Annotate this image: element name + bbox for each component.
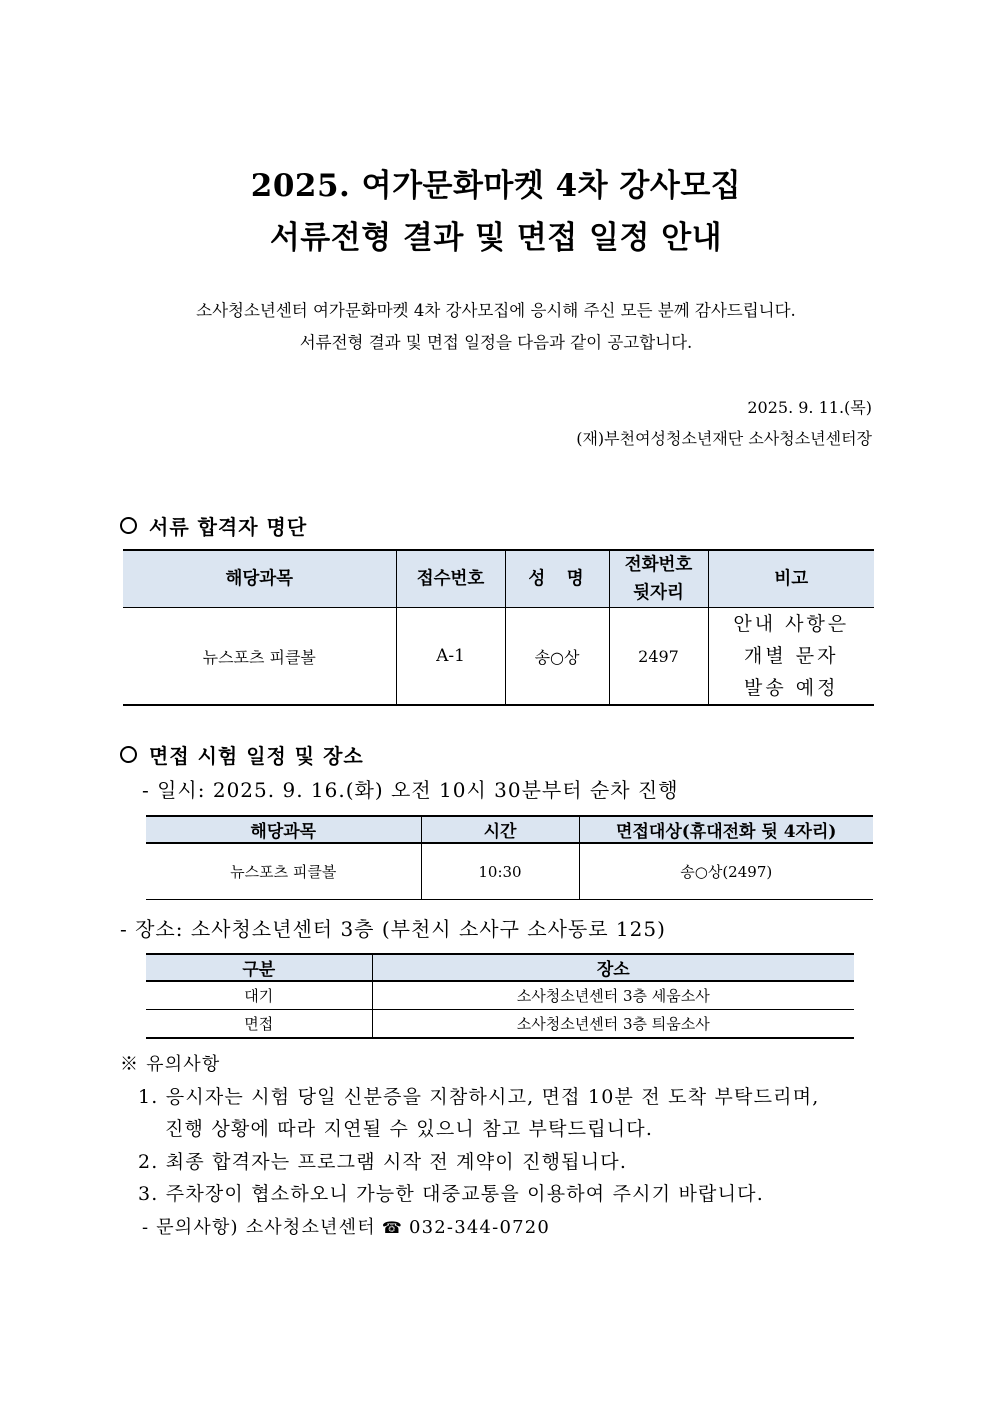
cell-subject: 뉴스포츠 피클볼	[146, 843, 421, 900]
table-row	[146, 981, 854, 1010]
cell-category: 면접	[146, 1010, 372, 1039]
contact-prefix: - 문의사항) 소사청소년센터	[142, 1217, 376, 1238]
cell-name: 송○상	[505, 608, 609, 706]
note-line-3: 발송 예정	[744, 677, 839, 699]
contact-line	[142, 1213, 550, 1239]
contact-phone: 032-344-0720	[408, 1217, 551, 1238]
col-time: 시간	[421, 816, 579, 843]
cell-category: 대기	[146, 981, 372, 1010]
section-document-passers-title: 서류 합격자 명단	[149, 515, 308, 539]
cell-interviewee: 송○상(2497)	[579, 843, 873, 900]
passers-table-header	[123, 550, 874, 608]
cell-note	[708, 608, 874, 706]
section-interview-heading	[120, 740, 364, 769]
page-subtitle: 서류전형 결과 및 면접 일정 안내	[269, 220, 723, 256]
cell-number: A-1	[396, 608, 505, 706]
section-interview-title: 면접 시험 일정 및 장소	[149, 744, 364, 768]
col-number: 접수번호	[396, 550, 505, 608]
notes-item-2: 2. 최종 합격자는 프로그램 시작 전 계약이 진행됩니다.	[138, 1151, 628, 1173]
col-place: 장소	[372, 954, 854, 981]
cell-place: 소사청소년센터 3층 틔움소사	[372, 1010, 854, 1039]
col-interviewee: 면접대상(휴대전화 뒷 4자리)	[579, 816, 873, 843]
interview-schedule-table	[146, 815, 873, 900]
issuing-organization: (재)부천여성청소년재단 소사청소년센터장	[576, 429, 872, 448]
note-line-1: 안내 사항은	[733, 613, 850, 635]
issue-date: 2025. 9. 11.(목)	[747, 398, 872, 417]
notes-item-1-line-1: 1. 응시자는 시험 당일 신분증을 지참하시고, 면접 10분 전 도착 부탁드리며,	[138, 1086, 820, 1108]
col-name: 성 명	[505, 550, 609, 608]
col-category: 구분	[146, 954, 372, 981]
passers-table	[123, 549, 874, 706]
interview-schedule: - 일시: 2025. 9. 16.(화) 오전 10시 30분부터 순차 진행	[142, 778, 679, 802]
table-row	[123, 608, 874, 706]
col-subject: 해당과목	[123, 550, 396, 608]
telephone-icon: ☎	[381, 1218, 403, 1237]
col-note: 비고	[708, 550, 874, 608]
table-row	[146, 1010, 854, 1039]
schedule-table-header	[146, 816, 873, 843]
col-phone	[609, 550, 708, 608]
intro-line-2: 서류전형 결과 및 면접 일정을 다음과 같이 공고합니다.	[299, 333, 693, 352]
col-phone-line-2: 뒷자리	[633, 583, 684, 603]
circle-bullet-icon	[120, 517, 137, 534]
intro-line-1: 소사청소년센터 여가문화마켓 4차 강사모집에 응시해 주신 모든 분께 감사드립니다.	[196, 301, 796, 320]
cell-time: 10:30	[421, 843, 579, 900]
page-title: 2025. 여가문화마켓 4차 강사모집	[250, 168, 742, 204]
col-phone-line-1: 전화번호	[624, 555, 693, 575]
cell-phone: 2497	[609, 608, 708, 706]
col-subject: 해당과목	[146, 816, 421, 843]
notes-item-3: 3. 주차장이 협소하오니 가능한 대중교통을 이용하여 주시기 바랍니다.	[138, 1183, 764, 1205]
place-table-header	[146, 954, 854, 981]
cell-subject: 뉴스포츠 피클볼	[123, 608, 396, 706]
table-row	[146, 843, 873, 900]
circle-bullet-icon	[120, 746, 137, 763]
cell-place: 소사청소년센터 3층 세움소사	[372, 981, 854, 1010]
notes-item-1-line-2: 진행 상황에 따라 지연될 수 있으니 참고 부탁드립니다.	[165, 1118, 654, 1140]
section-document-passers-heading	[120, 511, 307, 540]
interview-place-table	[146, 953, 854, 1039]
note-line-2: 개별 문자	[744, 645, 839, 667]
interview-place: - 장소: 소사청소년센터 3층 (부천시 소사구 소사동로 125)	[120, 917, 666, 941]
notes-heading: ※ 유의사항	[120, 1054, 221, 1075]
